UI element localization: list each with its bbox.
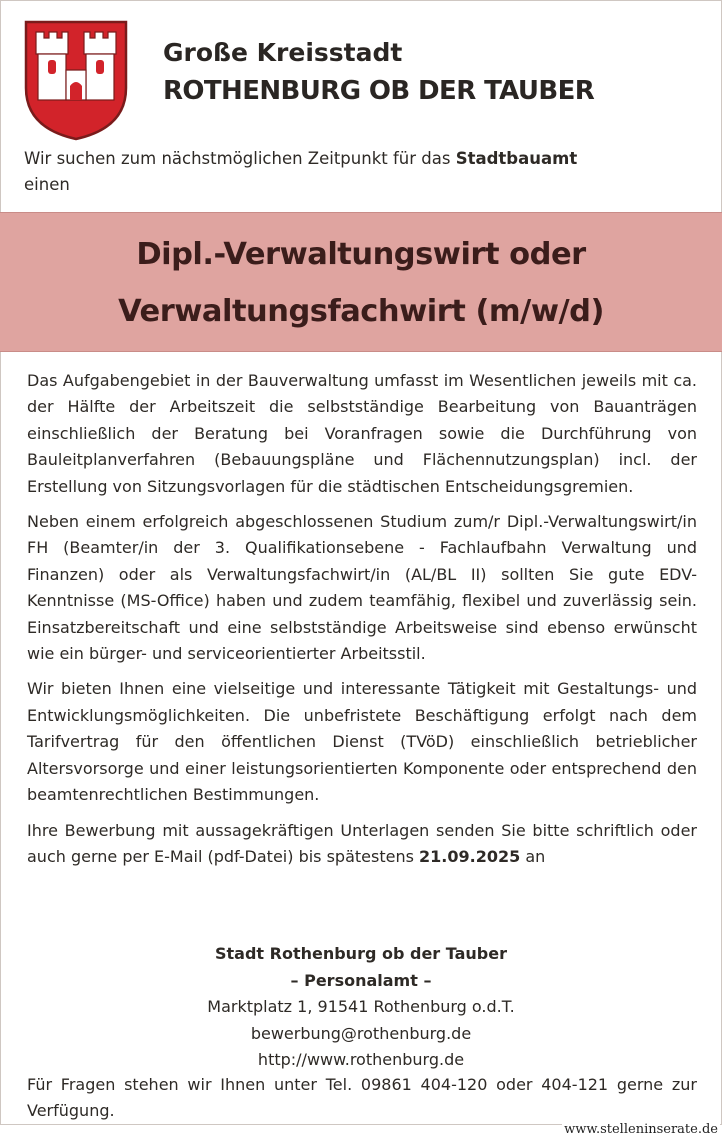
address-street: Marktplatz 1, 91541 Rothenburg o.d.T.	[207, 997, 515, 1017]
job-title	[0, 226, 722, 340]
source-footer[interactable]: www.stelleninserate.de	[564, 1122, 718, 1137]
website-link[interactable]: http://www.rothenburg.de	[257, 1050, 465, 1070]
paragraph-application	[27, 818, 697, 871]
paragraph-requirements: Neben einem erfolgreich abgeschlossenen Studium zum/r Dipl.-Verwaltungswirt/in FH (Beamter/in der 3. Qualifikationsebene - Fachlaufbahn Verwaltung und Finanzen) oder als Verwaltungsfachwirt/in (AL/BL II) sollten Sie gute EDV-Kenntnisse (MS-Office) haben und zudem teamfähig, flexibel und zuverlässig sein. Einsatzbereitschaft und eine selbstständige Arbeitsweise sind ebenso erwünscht wie ein bürger- und serviceorientierter Arbeitsstil.	[27, 512, 697, 664]
contact-questions: Für Fragen stehen wir Ihnen unter Tel. 09861 404-120 oder 404-121 gerne zur Verfügung.	[27, 1075, 697, 1121]
application-text: Ihre Bewerbung mit aussagekräftigen Unterlagen senden Sie bitte schriftlich oder auch gerne per E-Mail (pdf-Datei) bis spätestens	[27, 820, 697, 866]
job-title-line2: Verwaltungsfachwirt (m/w/d)	[118, 294, 604, 329]
org-subtitle: Große Kreisstadt	[163, 38, 403, 67]
intro-before: Wir suchen zum nächstmöglichen Zeitpunkt für das	[24, 149, 451, 168]
address-department: – Personalamt –	[290, 970, 432, 990]
intro-after: einen	[24, 175, 70, 194]
job-description	[27, 368, 697, 879]
contact-address	[0, 941, 722, 1074]
application-text-end: an	[525, 846, 546, 866]
email-link[interactable]: bewerbung@rothenburg.de	[250, 1023, 472, 1043]
deadline-date: 21.09.2025	[419, 846, 521, 866]
job-title-line1: Dipl.-Verwaltungswirt oder	[136, 237, 586, 272]
intro-department: Stadtbauamt	[455, 149, 578, 168]
paragraph-offer: Wir bieten Ihnen eine vielseitige und interessante Tätigkeit mit Gestaltungs- und Entwicklungsmöglichkeiten. Die unbefristete Beschäftigung erfolgt nach dem Tarifvertrag für den öffentlichen Dienst (TVöD) einschließlich betrieblicher Altersvorsorge und einer leistungsorientierten Komponente oder entsprechend den beamtenrechtlichen Bestimmungen.	[27, 679, 697, 805]
paragraph-tasks: Das Aufgabengebiet in der Bauverwaltung umfasst im Wesentlichen jeweils mit ca. der Hälfte der Arbeitszeit die selbstständige Bearbeitung von Bauanträgen einschließlich der Beratung bei Voranfragen sowie die Durchführung von Bauleitplanverfahren (Bebauungspläne und Flächennutzungsplan) incl. der Erstellung von Sitzungsvorlagen für die städtischen Entscheidungsgremien.	[27, 371, 697, 496]
address-org: Stadt Rothenburg ob der Tauber	[214, 944, 507, 963]
org-title: ROTHENBURG OB DER TAUBER	[163, 76, 595, 106]
intro-text	[24, 146, 700, 198]
castle-coat-of-arms-icon	[22, 18, 130, 142]
